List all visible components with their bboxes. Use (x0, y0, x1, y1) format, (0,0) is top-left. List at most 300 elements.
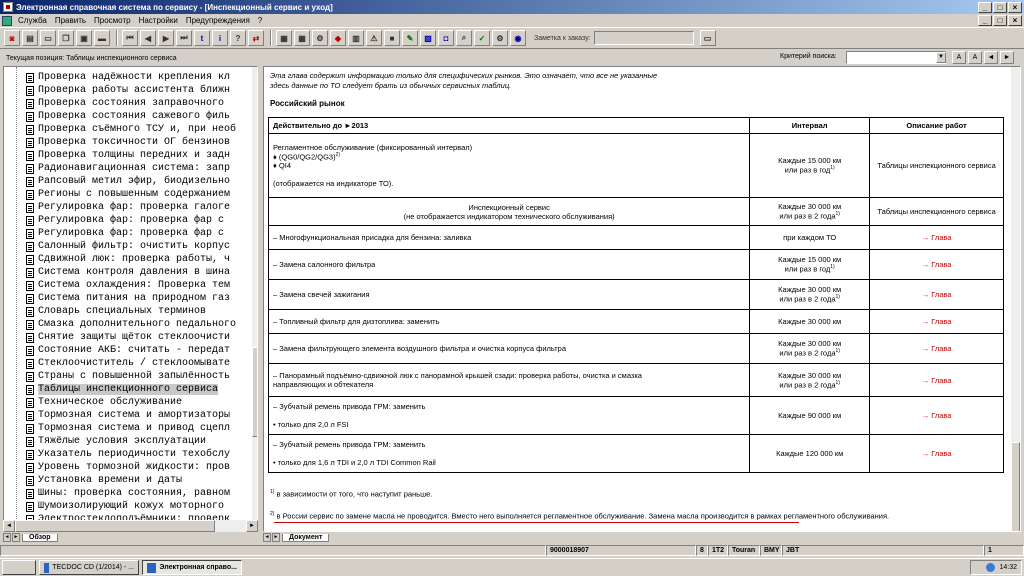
document-icon (26, 86, 34, 96)
service-item-line (273, 449, 745, 458)
document-icon (26, 164, 34, 174)
interval-text: или раз в 2 года (779, 294, 836, 304)
search-next-icon[interactable]: A (968, 51, 982, 64)
scrollbar-thumb[interactable] (1011, 442, 1020, 532)
table-row (269, 334, 1004, 364)
service-item-line: • только для 2,0 л FSI (273, 420, 349, 429)
tree-item[interactable] (26, 227, 224, 240)
service-item-cell (269, 134, 750, 198)
interval-text: Каждые 30 000 км (778, 370, 842, 380)
image-icon[interactable]: ▧ (420, 30, 436, 46)
chapter-link[interactable]: → Глава (870, 310, 1004, 334)
task-label: TECDOC CD (1/2014) - ... (52, 564, 134, 571)
status-code1: BMY (760, 545, 782, 556)
interval-line (754, 449, 865, 458)
tree-item-label: Стеклоочиститель / стеклоомывате (38, 358, 231, 369)
search-doc-icon[interactable]: ⌕ (456, 30, 472, 46)
open-folder-icon[interactable]: ▭ (40, 30, 56, 46)
tree-item[interactable] (26, 188, 230, 201)
tab-document[interactable]: Документ (282, 534, 329, 542)
interval-line (754, 348, 865, 358)
service-item-cell (269, 250, 750, 280)
footnote-ref: 1) (830, 165, 835, 172)
info-icon[interactable]: i (212, 30, 228, 46)
interval-text: Каждые 120 000 км (776, 449, 844, 458)
warning-icon[interactable]: ⚠ (366, 30, 382, 46)
tree-horizontal-scrollbar[interactable] (3, 520, 258, 532)
task-tecdoc[interactable] (39, 560, 139, 575)
tree-item[interactable] (26, 435, 206, 448)
interval-cell (750, 334, 870, 364)
document-icon (26, 411, 34, 421)
footnote-ref: 2) (335, 151, 341, 158)
tree-item[interactable] (26, 136, 230, 149)
doc-close-button[interactable]: × (1008, 15, 1022, 26)
tree-item-label: Проверка толщины передних и задн (38, 150, 231, 161)
interval-cell (750, 198, 870, 226)
interval-line (754, 264, 865, 274)
position-bar (0, 50, 1024, 66)
interval-text: Каждые 15 000 км (778, 156, 842, 166)
interval-text: или раз в 2 года (779, 348, 836, 358)
edit-icon[interactable]: ✎ (402, 30, 418, 46)
service-item-cell (269, 198, 750, 226)
document-icon (26, 346, 34, 356)
chapter-link[interactable]: → Глава (870, 397, 1004, 435)
tree-item[interactable] (26, 318, 236, 331)
tree-item-label: Проверка съёмного ТСУ и, при необ (38, 124, 237, 135)
tree-item-label: Тяжёлые условия эксплуатации (38, 436, 207, 447)
eraser-icon[interactable]: ◆ (330, 30, 346, 46)
paste-icon[interactable]: ▣ (76, 30, 92, 46)
service-item-line: – Зубчатый ремень привода ГРМ: заменить (273, 402, 426, 411)
tree-item-label: Регулировка фар: проверка фар с (38, 215, 225, 226)
menu-view[interactable]: Просмотр (94, 16, 131, 25)
document-icon (26, 476, 34, 486)
tree-item-label: Снятие защиты щёток стеклоочисти (38, 332, 231, 343)
tree-item[interactable] (26, 474, 182, 487)
footnote-ref: 1) (835, 348, 840, 355)
tree-item[interactable] (26, 253, 230, 266)
tree-item[interactable] (26, 110, 230, 123)
tree-item[interactable] (26, 149, 230, 162)
tecdoc-icon (44, 563, 49, 573)
tree-item-label: Указатель периодичности техобслу (38, 449, 231, 460)
globe-icon[interactable]: ◉ (510, 30, 526, 46)
status-engine: 1T2 (708, 545, 728, 556)
tab-next-icon[interactable]: ► (13, 534, 19, 540)
service-item-line: ♦ QI4 (273, 161, 291, 171)
menu-warnings[interactable]: Предупреждения (185, 16, 250, 25)
tab-prev-icon[interactable]: ◄ (264, 534, 270, 540)
document-icon (26, 424, 34, 434)
service-item-line: – Замена салонного фильтра (273, 260, 376, 269)
grid-icon[interactable]: ▦ (294, 30, 310, 46)
network-icon[interactable] (986, 563, 995, 572)
service-item-line: ♦ (QG0/QG2/QG3) (273, 152, 336, 162)
tree-item[interactable] (26, 162, 230, 175)
active-doc-icon[interactable]: ✓ (474, 30, 490, 46)
tree-pane[interactable] (3, 66, 258, 532)
status-bar (0, 545, 1024, 557)
service-item-line: – Многофункциональная присадка для бензина: заливка (273, 233, 472, 242)
tree-item-label: Проверка надёжности крепления кл (38, 72, 231, 83)
intro-line: Эта глава содержит информацию только для специфических рынков. Это означает, что все не указанные (270, 71, 658, 80)
footnote-ref: 1) (835, 379, 840, 386)
service-item-line: – Замена свечей зажигания (273, 290, 370, 299)
tree-item[interactable] (26, 240, 230, 253)
section-title: Российский рынок (270, 99, 345, 108)
document-icon (26, 255, 34, 265)
service-item-line-wrap (273, 152, 745, 162)
service-item-cell (269, 397, 750, 435)
search-icon[interactable]: A (952, 51, 966, 64)
calculator-icon[interactable]: ▦ (276, 30, 292, 46)
annotation-underline (274, 522, 799, 523)
document-vertical-scrollbar[interactable] (1011, 67, 1020, 532)
tree-item-label: Система охлаждения: Проверка тем (38, 280, 231, 291)
table-row (269, 280, 1004, 310)
interval-text: или раз в год (784, 264, 831, 274)
order-note-label: Заметка к заказу: (534, 34, 591, 42)
footnote-text: в России сервис по замене масла не проводится. Вместо него выполняется регламентное обслуживание. Замена масла производится в рамках регламентного обслуживания. (276, 511, 890, 521)
interval-line (754, 233, 865, 242)
tree-item-label: Техническое обслуживание (38, 397, 183, 408)
document-icon (26, 437, 34, 447)
tree-item-label: Установка времени и даты (38, 475, 183, 486)
tree-item-label: Уровень тормозной жидкости: пров (38, 462, 231, 473)
interval-line (754, 211, 865, 221)
system-tray (970, 560, 1022, 575)
print-icon[interactable]: ▤ (22, 30, 38, 46)
interval-cell (750, 364, 870, 397)
vehicle-icon[interactable]: ◙ (4, 30, 20, 46)
document-icon (26, 320, 34, 330)
tree-item[interactable] (26, 266, 230, 279)
document-icon (26, 99, 34, 109)
tree-item[interactable] (26, 461, 230, 474)
scroll-left-icon[interactable]: ◄ (3, 520, 15, 532)
header-valid: Действительно до ►2013 (269, 118, 750, 134)
tree-item-label: Проверка токсичности ОГ бензинов (38, 137, 231, 148)
description-cell: Таблицы инспекционного сервиса (870, 198, 1004, 226)
tree-item-label: Шумоизолирующий кожух моторного (38, 501, 225, 512)
table-row (269, 226, 1004, 250)
car-icon[interactable]: ▬ (94, 30, 110, 46)
table-row (269, 198, 1004, 226)
question-icon[interactable]: ? (230, 30, 246, 46)
service-item-line: направляющих и обтекателя (273, 380, 374, 389)
status-model: Touran (728, 545, 760, 556)
interval-cell (750, 226, 870, 250)
document-icon (26, 112, 34, 122)
service-item-line: – Панорамный подъёмно-сдвижной люк с панорамной крышей сзади: проверка работы, очистка и смазка (273, 371, 642, 380)
doc-minimize-button[interactable]: _ (978, 15, 992, 26)
app-icon (3, 2, 13, 12)
tree-item[interactable] (26, 370, 230, 383)
tree-item[interactable] (26, 331, 230, 344)
footnote-mark: 2) (270, 511, 275, 517)
service-table (268, 117, 1004, 473)
service-item-cell (269, 310, 750, 334)
interval-line (754, 156, 865, 165)
table-row (269, 250, 1004, 280)
tree-item[interactable] (26, 84, 230, 97)
tree-item-label: Регулировка фар: проверка галоге (38, 202, 231, 213)
intro-line: здесь данные по ТО следует брать из обычных сервисных таблиц. (270, 81, 512, 90)
service-item-line (273, 170, 745, 179)
tree-item-label: Страны с повышенной запылённость (38, 371, 231, 382)
chapter-link[interactable]: → Глава (870, 280, 1004, 310)
status-code2: JBT (782, 545, 984, 556)
document-icon (26, 177, 34, 187)
interval-cell (750, 435, 870, 473)
tree-item-label: Проверка состояния сажевого филь (38, 111, 231, 122)
document-icon (26, 307, 34, 317)
service-item-cell (269, 334, 750, 364)
interval-text: при каждом ТО (783, 233, 837, 242)
tree-item[interactable] (26, 487, 230, 500)
table-row (269, 310, 1004, 334)
document-icon (26, 281, 34, 291)
interval-line (754, 411, 865, 420)
tree-item[interactable] (26, 279, 230, 292)
status-model-code: 8 (696, 545, 708, 556)
status-page: 1 (984, 545, 1024, 556)
chapter-link[interactable]: → Глава (870, 334, 1004, 364)
tree-item-label: Рапсовый метил эфир, биодизельно (38, 176, 231, 187)
service-item-line: (не отображается индикатором технического обслуживания) (403, 211, 615, 221)
tree-item[interactable] (26, 123, 236, 136)
status-empty (0, 545, 546, 556)
first-page-icon[interactable]: ⏮ (122, 30, 138, 46)
interval-text: Каждые 30 000 км (778, 285, 842, 295)
header-description: Описание работ (870, 118, 1004, 134)
current-position: Текущая позиция: Таблицы инспекционного сервиса (6, 54, 177, 62)
tree-item-label: Сдвижной люк: проверка работы, ч (38, 254, 231, 265)
document-icon (26, 294, 34, 304)
doc-restore-button[interactable]: □ (993, 15, 1007, 26)
document-icon (26, 229, 34, 239)
toolbar (0, 27, 1024, 49)
tree-item[interactable] (26, 409, 230, 422)
tree-item[interactable] (26, 500, 224, 513)
table-icon[interactable]: ▥ (348, 30, 364, 46)
interval-text: Каждые 15 000 км (778, 255, 842, 265)
swap-icon[interactable]: ⇄ (248, 30, 264, 46)
document-icon (26, 73, 34, 83)
maximize-button[interactable]: □ (993, 2, 1007, 13)
tree-connector (16, 67, 17, 532)
note-edit-icon[interactable]: ▭ (700, 30, 716, 46)
tree-item-label: Шины: проверка состояния, равном (38, 488, 231, 499)
prev-page-icon[interactable]: ◀ (140, 30, 156, 46)
tree-item[interactable] (26, 292, 230, 305)
toolbar-separator (116, 30, 118, 46)
document-icon (26, 385, 34, 395)
tree-item[interactable] (26, 448, 230, 461)
tree-item-label: Проверка состояния заправочного (38, 98, 225, 109)
interval-line (754, 371, 865, 380)
interval-line (754, 339, 865, 348)
settings-icon[interactable]: ⚙ (492, 30, 508, 46)
menu-help[interactable]: ? (257, 16, 263, 25)
tree-item[interactable] (26, 422, 230, 435)
chapter-link[interactable]: → Глава (870, 226, 1004, 250)
stop-icon[interactable]: ■ (384, 30, 400, 46)
tree-item-label: Система питания на природном газ (38, 293, 231, 304)
tab-prev-icon[interactable]: ◄ (4, 534, 10, 540)
interval-cell (750, 250, 870, 280)
tree-item-label: Система контроля давления в шина (38, 267, 231, 278)
tree-item[interactable] (26, 357, 230, 370)
window-title: Электронная справочная система по сервису - [Инспекционный сервис и уход] (16, 2, 333, 12)
tree-item[interactable] (26, 305, 206, 318)
back-icon[interactable]: t (194, 30, 210, 46)
interval-text: Каждые 30 000 км (778, 339, 842, 349)
last-page-icon[interactable]: ⏭ (176, 30, 192, 46)
chevron-down-icon[interactable]: ▼ (936, 52, 946, 63)
chapter-link[interactable]: → Глава (870, 250, 1004, 280)
copy-icon[interactable]: ❐ (58, 30, 74, 46)
document-icon (26, 190, 34, 200)
close-button[interactable]: × (1008, 2, 1022, 13)
interval-text: Каждые 30 000 км (778, 202, 842, 212)
title-bar (0, 0, 1024, 14)
arrow-left-icon[interactable]: ◄ (984, 51, 998, 64)
search-criteria-label: Критерий поиска: (780, 53, 837, 60)
document-icon (26, 138, 34, 148)
document-icon (26, 333, 34, 343)
tree-item[interactable] (26, 201, 230, 214)
tree-item-label: Регионы с повышенным содержанием (38, 189, 231, 200)
task-service-system[interactable] (142, 560, 242, 575)
document-icon (26, 151, 34, 161)
table-row (269, 435, 1004, 473)
next-page-icon[interactable]: ▶ (158, 30, 174, 46)
interval-cell (750, 134, 870, 198)
menu-edit[interactable]: Править (54, 16, 87, 25)
menu-service[interactable]: Служба (18, 16, 47, 25)
camera-icon[interactable]: ◘ (438, 30, 454, 46)
service-item-line: (отображается на индикаторе ТО). (273, 179, 394, 189)
status-order: 9000018907 (546, 545, 696, 556)
service-item-line (273, 411, 745, 420)
interval-line (754, 294, 865, 304)
minimize-button[interactable]: _ (978, 2, 992, 13)
tree-item[interactable] (26, 175, 230, 188)
document-icon (26, 268, 34, 278)
tree-item-label: Словарь специальных терминов (38, 306, 207, 317)
service-item-cell (269, 226, 750, 250)
menu-settings[interactable]: Настройки (138, 16, 178, 25)
tree-item-label: Тормозная система и амортизаторы (38, 410, 231, 421)
tree-item[interactable] (26, 71, 230, 84)
document-icon (2, 16, 12, 26)
intro-text (270, 71, 657, 91)
description-cell: Таблицы инспекционного сервиса (870, 134, 1004, 198)
tree-item-label: Салонный фильтр: очистить корпус (38, 241, 231, 252)
interval-line (754, 285, 865, 294)
tools-icon[interactable]: ⚙ (312, 30, 328, 46)
footnote-ref: 1) (835, 211, 840, 218)
interval-line (754, 317, 865, 326)
interval-cell (750, 397, 870, 435)
interval-text: или раз в 2 года (779, 211, 836, 221)
document-icon (26, 372, 34, 382)
document-icon (26, 463, 34, 473)
chapter-link[interactable]: → Глава (870, 364, 1004, 397)
service-item-cell (269, 280, 750, 310)
tree-item-label: Состояние АКБ: считать - передат (38, 345, 231, 356)
service-item-line: Инспекционный сервис (468, 202, 550, 212)
interval-cell (750, 310, 870, 334)
service-item-line: – Замена фильтрующего элемента воздушного фильтра и очистка корпуса фильтра (273, 344, 567, 353)
tree-item[interactable] (26, 396, 182, 409)
search-criteria-input[interactable] (846, 51, 946, 64)
document-icon (26, 502, 34, 512)
arrow-right-icon[interactable]: ► (1000, 51, 1014, 64)
order-note-input[interactable] (594, 31, 694, 45)
tree-item[interactable] (26, 97, 224, 110)
interval-line (754, 202, 865, 211)
document-icon (26, 489, 34, 499)
document-icon (26, 398, 34, 408)
service-item-line: – Топливный фильтр для дизтоплива: заменить (273, 317, 440, 326)
table-row (269, 134, 1004, 198)
start-button[interactable] (2, 560, 36, 575)
document-pane (263, 66, 1021, 532)
footnote-ref: 1) (830, 264, 835, 271)
table-row (269, 397, 1004, 435)
tree-item[interactable] (26, 344, 230, 357)
footnote-1 (270, 489, 432, 499)
tree-item-label: Проверка работы ассистента ближн (38, 85, 231, 96)
taskbar (0, 558, 1024, 576)
chapter-link[interactable]: → Глава (870, 435, 1004, 473)
tree-item[interactable] (26, 214, 224, 227)
scroll-right-icon[interactable]: ► (246, 520, 258, 532)
interval-text: Каждые 90 000 км (778, 411, 842, 420)
interval-line (754, 165, 865, 175)
document-icon (26, 125, 34, 135)
service-item-line: • только для 1,6 л TDI и 2,0 л TDI Common Rail (273, 458, 436, 467)
clock: 14:32 (999, 564, 1017, 571)
service-item-cell (269, 435, 750, 473)
service-item-line: – Зубчатый ремень привода ГРМ: заменить (273, 440, 426, 449)
tree-tab-bar (3, 532, 58, 543)
tree-item-label: Таблицы инспекционного сервиса (38, 384, 219, 395)
document-icon (26, 216, 34, 226)
footnote-2 (270, 511, 889, 521)
scrollbar-thumb[interactable] (15, 520, 215, 532)
menu-bar (0, 14, 1024, 27)
task-label: Электронная справо... (159, 564, 237, 571)
interval-text: или раз в 2 года (779, 380, 836, 390)
interval-line (754, 255, 865, 264)
footnote-ref: 1) (835, 294, 840, 301)
document-icon (26, 242, 34, 252)
table-row (269, 364, 1004, 397)
interval-cell (750, 280, 870, 310)
tree-item[interactable] (26, 383, 218, 396)
tree-vertical-scrollbar[interactable] (252, 67, 258, 532)
tab-overview[interactable]: Обзор (22, 534, 58, 542)
scrollbar-thumb[interactable] (252, 347, 258, 437)
service-item-cell (269, 364, 750, 397)
tab-next-icon[interactable]: ► (273, 534, 279, 540)
app-icon (147, 563, 156, 573)
